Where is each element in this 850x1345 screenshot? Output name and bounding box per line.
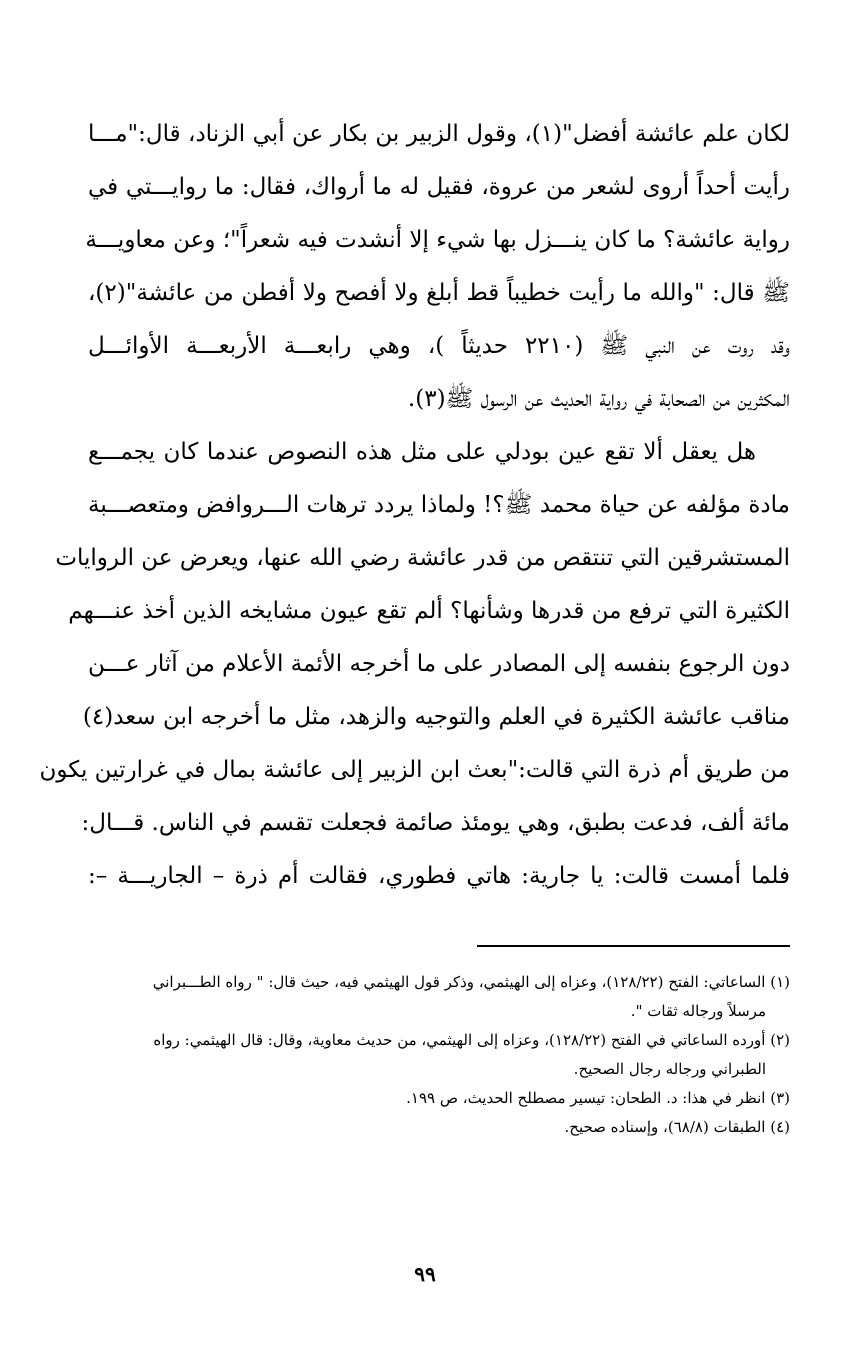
footnote-line: الطبراني ورجاله رجال الصحيح. <box>573 1060 766 1078</box>
text-line: ﷺ قال: "والله ما رأيت خطيباً قط أبلغ ولا أفصح ولا أفطن من عائشة"(٢)، <box>88 280 790 306</box>
main-text <box>39 108 790 903</box>
text-line: رأيت أحداً أروى لشعر من عروة، فقيل له ما أرواك، فقال: ما روايـــتي في <box>88 174 790 200</box>
footnote-4 <box>88 1113 790 1142</box>
text-line: المكثرين من الصحابة في رواية الحديث عن الرسول ﷺ(٣). <box>407 386 790 412</box>
text-line: الكثيرة التي ترفع من قدرها وشأنها؟ ألم تقع عيون مشايخه الذين أخذ عنـــهم <box>68 598 790 624</box>
footnotes <box>88 968 790 1142</box>
page-number: ٩٩ <box>414 1262 436 1286</box>
text-line: مائة ألف، فدعت بطبق، وهي يومئذ صائمة فجعلت تقسم في الناس. قـــال: <box>81 810 790 836</box>
footnote-1 <box>88 968 790 1026</box>
text-line: فلما أمست قالت: يا جارية: هاتي فطوري، فقالت أم ذرة – الجاريـــة –: <box>88 863 790 889</box>
paragraph-2 <box>39 426 790 903</box>
footnote-line: (٢) أورده الساعاتي في الفتح (١٢٨/٢٢)، وعزاه إلى الهيثمي، من حديث معاوية، وقال: قال الهيثمي: رواه <box>153 1031 790 1049</box>
paragraph-1 <box>85 108 790 426</box>
footnote-2 <box>88 1026 790 1084</box>
footnote-line: (١) الساعاتي: الفتح (١٢٨/٢٢)، وعزاه إلى الهيثمي، وذكر قول الهيثمي فيه، حيث قال: " رواه الطـــبراني <box>152 973 790 991</box>
text-line: مادة مؤلفه عن حياة محمد ﷺ؟! ولماذا يردد ترهات الـــروافض ومتعصـــبة <box>88 492 790 518</box>
footnote-separator <box>477 945 790 947</box>
text-line: المستشرقين التي تنتقص من قدر عائشة رضي الله عنها، ويعرض عن الروايات <box>55 545 790 571</box>
text-line: رواية عائشة؟ ما كان ينـــزل بها شيء إلا أنشدت فيه شعراً"؛ وعن معاويـــة <box>85 227 790 253</box>
text-line: دون الرجوع بنفسه إلى المصادر على ما أخرجه الأئمة الأعلام من آثار عـــن <box>88 651 790 677</box>
text-line: لكان علم عائشة أفضل"(١)، وقول الزبير بن بكار عن أبي الزناد، قال:"مـــا <box>88 121 790 147</box>
footnote-3 <box>88 1084 790 1113</box>
text-line: وقد روت عن النبي ﷺ (٢٢١٠ حديثاً )، وهي رابعـــة الأربعـــة الأوائـــل <box>88 333 790 359</box>
text-line: هل يعقل ألا تقع عين بودلي على مثل هذه النصوص عندما كان يجمـــع <box>88 439 756 465</box>
footnote-line: مرسلاً ورجاله ثقات ". <box>630 1002 766 1020</box>
footnote-line: (٤) الطبقات (٦٨/٨)، وإسناده صحيح. <box>564 1118 790 1136</box>
footnote-line: (٣) انظر في هذا: د. الطحان: تيسير مصطلح الحديث، ص ١٩٩. <box>406 1089 790 1107</box>
text-line: من طريق أم ذرة التي قالت:"بعث ابن الزبير إلى عائشة بمال في غرارتين يكون <box>39 757 790 783</box>
text-line: مناقب عائشة الكثيرة في العلم والتوجيه والزهد، مثل ما أخرجه ابن سعد(٤) <box>82 704 790 730</box>
